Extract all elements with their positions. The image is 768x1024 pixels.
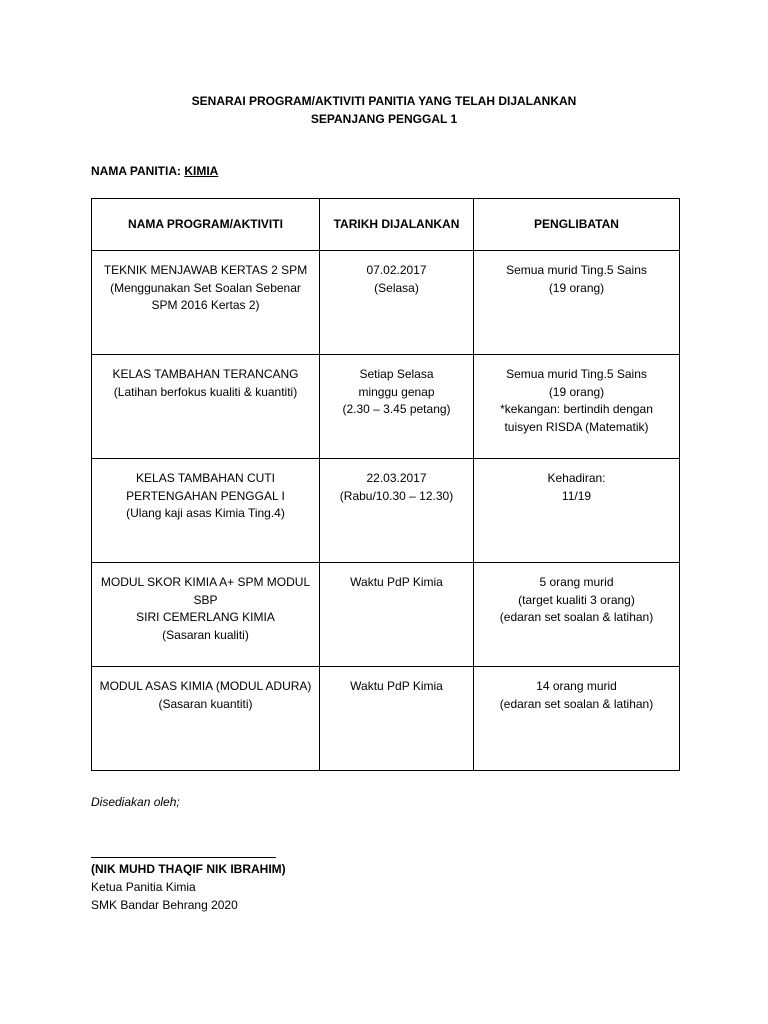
cell-text-line: (Selasa)	[374, 280, 419, 295]
cell-text-line: (edaran set soalan & latihan)	[499, 696, 654, 711]
program-table	[91, 198, 680, 771]
table-row	[92, 355, 680, 459]
cell-text-line: (2.30 – 3.45 petang)	[342, 402, 451, 416]
cell-text-line: 22.03.2017	[366, 471, 427, 485]
document-title: SENARAI PROGRAM/AKTIVITI PANITIA YANG TELAH DIJALANKAN	[191, 94, 577, 108]
cell-text-line: MODUL ASAS KIMIA (MODUL ADURA)	[99, 679, 312, 693]
panitia-line	[91, 164, 218, 178]
cell-text-line: Semua murid Ting.5 Sains	[506, 367, 647, 381]
cell-text-line: SPM 2016 Kertas 2)	[151, 298, 260, 312]
cell-involvement	[474, 563, 680, 667]
cell-text-line: MODUL SKOR KIMIA A+ SPM MODUL	[100, 575, 311, 589]
cell-date	[320, 563, 474, 667]
cell-text-line: 5 orang murid	[539, 575, 614, 589]
cell-involvement	[474, 459, 680, 563]
cell-date	[320, 459, 474, 563]
cell-text-line: SIRI CEMERLANG KIMIA	[136, 610, 275, 624]
cell-text-line: SBP	[193, 592, 218, 607]
cell-text-line: KELAS TAMBAHAN CUTI	[136, 471, 275, 485]
cell-date	[320, 251, 474, 355]
cell-involvement	[474, 667, 680, 771]
cell-text-line: Setiap Selasa	[359, 367, 434, 381]
cell-program	[92, 563, 320, 667]
cell-text-line: 07.02.2017	[366, 263, 427, 277]
cell-text-line: KELAS TAMBAHAN TERANCANG	[112, 367, 299, 381]
cell-text-line: tuisyen RISDA (Matematik)	[504, 419, 649, 434]
cell-program	[92, 459, 320, 563]
panitia-label: NAMA PANITIA:	[91, 164, 181, 178]
table-row	[92, 251, 680, 355]
cell-text-line: minggu genap	[358, 384, 435, 399]
signer-role: Ketua Panitia Kimia	[91, 880, 196, 894]
signature-line	[91, 857, 276, 858]
panitia-value: KIMIA	[184, 164, 219, 178]
cell-involvement	[474, 251, 680, 355]
cell-text-line: (edaran set soalan & latihan)	[499, 610, 654, 624]
cell-text-line: (Latihan berfokus kualiti & kuantiti)	[113, 384, 298, 399]
cell-text-line: *kekangan: bertindih dengan	[500, 402, 653, 416]
cell-program	[92, 251, 320, 355]
cell-text-line: Waktu PdP Kimia	[350, 679, 443, 693]
signer-school: SMK Bandar Behrang 2020	[91, 898, 238, 912]
cell-date	[320, 667, 474, 771]
cell-text-line: Semua murid Ting.5 Sains	[506, 263, 647, 277]
cell-text-line: (Sasaran kualiti)	[162, 627, 249, 642]
cell-text-line: (19 orang)	[548, 280, 605, 295]
table-header-row	[92, 199, 680, 251]
cell-text-line: (Sasaran kuantiti)	[158, 696, 253, 711]
header-date: TARIKH DIJALANKAN	[320, 199, 474, 251]
cell-text-line: (19 orang)	[548, 384, 605, 399]
table-row	[92, 459, 680, 563]
document-subtitle: SEPANJANG PENGGAL 1	[310, 112, 458, 126]
cell-text-line: Kehadiran:	[547, 471, 606, 485]
table-row	[92, 563, 680, 667]
cell-text-line: (Ulang kaji asas Kimia Ting.4)	[126, 506, 285, 520]
cell-date	[320, 355, 474, 459]
prepared-by-label: Disediakan oleh;	[91, 795, 180, 809]
cell-program	[92, 355, 320, 459]
cell-text-line: (Menggunakan Set Soalan Sebenar	[110, 280, 301, 295]
header-involvement: PENGLIBATAN	[474, 199, 680, 251]
cell-text-line: Waktu PdP Kimia	[350, 575, 443, 589]
cell-text-line: TEKNIK MENJAWAB KERTAS 2 SPM	[103, 263, 308, 277]
table-row	[92, 667, 680, 771]
cell-involvement	[474, 355, 680, 459]
cell-text-line: (Rabu/10.30 – 12.30)	[339, 488, 454, 503]
cell-program	[92, 667, 320, 771]
cell-text-line: 14 orang murid	[536, 679, 617, 693]
signer-name: (NIK MUHD THAQIF NIK IBRAHIM)	[91, 862, 286, 876]
cell-text-line: PERTENGAHAN PENGGAL I	[126, 488, 285, 503]
cell-text-line: 11/19	[561, 488, 592, 503]
header-program: NAMA PROGRAM/AKTIVITI	[92, 199, 320, 251]
cell-text-line: (target kualiti 3 orang)	[518, 592, 635, 607]
